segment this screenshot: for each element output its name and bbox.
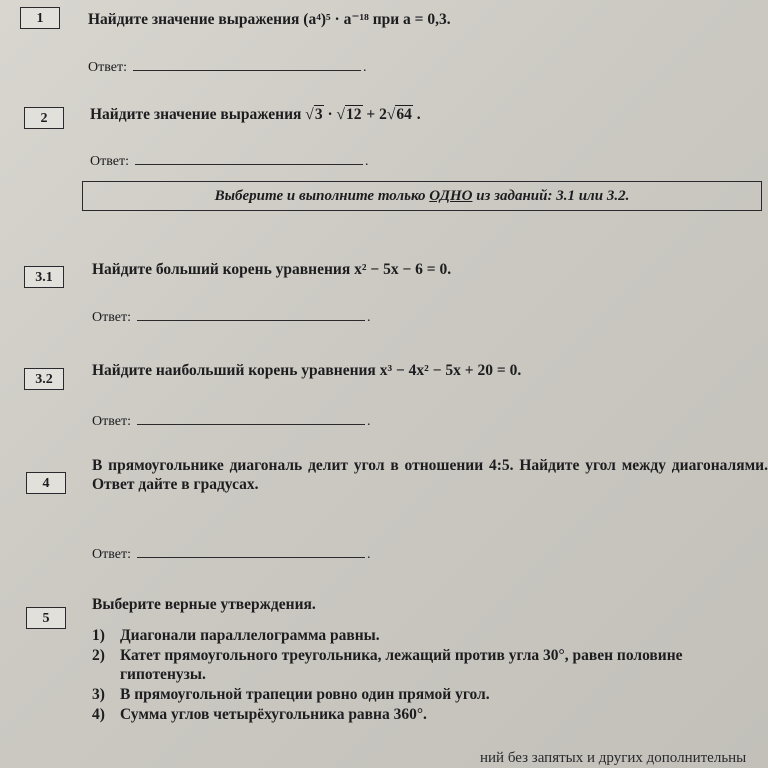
task-2-text: Найдите значение выражения <box>90 106 306 123</box>
answer-line[interactable] <box>137 412 365 425</box>
task-3-2-equation: x³ − 4x² − 5x + 20 = 0. <box>379 362 522 379</box>
statement-number: 1) <box>92 627 105 644</box>
task-3-2-number: 3.2 <box>24 368 64 390</box>
statement-text: В прямоугольной трапеции ровно один прямой угол. <box>120 686 490 703</box>
task-5-question: Выберите верные утверждения. <box>92 596 316 613</box>
list-item <box>92 685 752 704</box>
task-1-condition: при a = 0,3. <box>368 11 451 28</box>
list-item <box>92 646 752 684</box>
task-3-1-equation: x² − 5x − 6 = 0. <box>354 261 452 278</box>
answer-label: Ответ: <box>92 414 131 429</box>
task-3-1-answer: Ответ: . <box>92 310 371 325</box>
statement-text: Катет прямоугольного треугольника, лежащий против угла 30°, равен половине гипотенузы. <box>120 647 683 683</box>
statement-number: 2) <box>92 647 105 664</box>
banner-text-post: из заданий: 3.1 или 3.2. <box>472 188 630 204</box>
task-5-statements <box>92 626 752 725</box>
task-4-question: В прямоугольнике диагональ делит угол в отношении 4:5. Найдите угол между диагоналями. Ответ дайте в градусах. <box>92 457 768 493</box>
answer-label: Ответ: <box>88 60 127 75</box>
answer-line[interactable] <box>137 545 365 558</box>
task-2-question: Найдите значение выражения √3 · √12 + 2√64 . <box>90 106 421 123</box>
statement-number: 4) <box>92 706 105 723</box>
task-3-1-question <box>92 261 451 279</box>
task-1-text: Найдите значение выражения <box>88 11 304 28</box>
task-3-1-text: Найдите больший корень уравнения <box>92 261 355 278</box>
task-1-question <box>88 9 451 29</box>
task-3-1-number: 3.1 <box>24 266 64 288</box>
answer-label: Ответ: <box>90 154 129 169</box>
answer-label: Ответ: <box>92 310 131 325</box>
task-2-number: 2 <box>24 107 64 129</box>
banner-text-pre: Выберите и выполните только <box>214 188 430 204</box>
task-1-expression: (a⁴)⁵ · a⁻¹⁸ <box>303 11 369 28</box>
task-1-number: 1 <box>20 7 60 29</box>
cut-off-footer-text: ний без запятых и других дополнительны <box>480 750 747 766</box>
answer-line[interactable] <box>135 152 363 165</box>
answer-line[interactable] <box>133 58 361 71</box>
task-2-radicand-b: 12 <box>346 106 362 123</box>
task-3-2-text: Найдите наибольший корень уравнения <box>92 362 380 379</box>
statement-number: 3) <box>92 686 105 703</box>
task-1-answer: Ответ: . <box>88 60 367 75</box>
answer-line[interactable] <box>137 308 365 321</box>
statement-text: Сумма углов четырёхугольника равна 360°. <box>120 706 427 723</box>
banner-emphasis: ОДНО <box>429 188 473 204</box>
choice-instruction-banner <box>82 181 762 211</box>
list-item <box>92 626 752 645</box>
statement-text: Диагонали параллелограмма равны. <box>120 627 380 644</box>
list-item <box>92 705 752 724</box>
task-4-answer: Ответ: . <box>92 547 371 562</box>
task-2-radicand-c: 64 <box>396 106 412 123</box>
task-5-number: 5 <box>26 607 66 629</box>
task-4-number: 4 <box>26 472 66 494</box>
task-3-2-question <box>92 362 521 380</box>
answer-label: Ответ: <box>92 547 131 562</box>
task-2-radicand-a: 3 <box>314 106 323 123</box>
task-2-answer: Ответ: . <box>90 154 369 169</box>
task-3-2-answer: Ответ: . <box>92 414 371 429</box>
